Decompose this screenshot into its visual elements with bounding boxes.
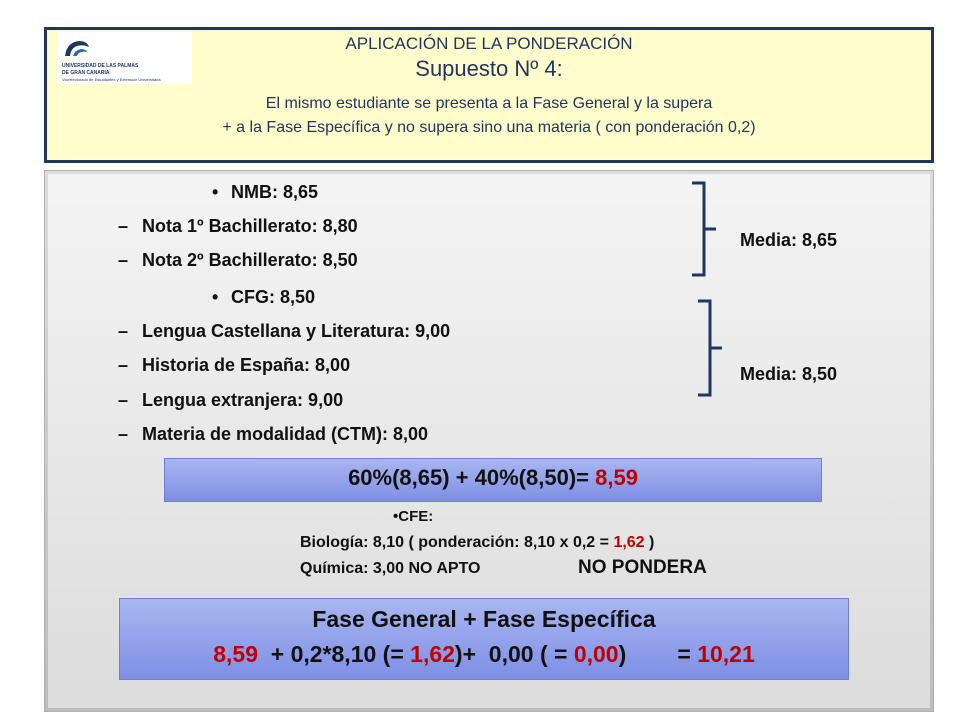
cfe-biologia-close: ) (644, 534, 655, 551)
final-text-1: + 0,2*8,10 (= (257, 641, 411, 667)
logo-text-line2: DE GRAN CANARIA (62, 70, 110, 76)
cfe-quimica: Química: 3,00 NO APTO (300, 560, 481, 577)
cfg-item-2: Historia de España: 8,00 (142, 355, 351, 375)
final-equation (119, 641, 849, 668)
cfg-dash-4: – (118, 424, 129, 444)
nmb-item-1: Nota 1º Bachillerato: 8,80 (142, 216, 358, 236)
slide-title: APLICACIÓN DE LA PONDERACIÓN (345, 34, 633, 53)
nmb-dash-1: – (118, 216, 129, 236)
slide-subtitle: Supuesto Nº 4: (415, 56, 563, 81)
media-nmb: Media: 8,65 (740, 230, 838, 250)
cfg-bullet: • (212, 287, 219, 307)
formula-text (164, 465, 822, 491)
nmb-bullet: • (212, 182, 219, 202)
formula-result: 8,59 (595, 465, 638, 490)
cfe-biologia-text: Biología: 8,10 ( ponderación: 8,10 x 0,2 = (300, 534, 614, 551)
cfe-label: •CFE: (393, 508, 434, 525)
nmb-label: NMB: 8,65 (231, 182, 319, 202)
formula-expression: 60%(8,65) + 40%(8,50)= (348, 465, 596, 490)
slide-description-line1: El mismo estudiante se presenta a la Fase General y la supera (265, 95, 713, 112)
slide-description-line2: + a la Fase Específica y no supera sino una materia ( con ponderación 0,2) (222, 119, 756, 136)
final-value-3: 0,00 (573, 641, 619, 667)
final-text-2: )+ 0,00 ( = (454, 641, 574, 667)
nmb-item-2: Nota 2º Bachillerato: 8,50 (142, 250, 358, 270)
cfg-dash-1: – (118, 321, 129, 341)
cfg-dash-3: – (118, 390, 129, 410)
media-cfg: Media: 8,50 (740, 364, 838, 384)
cfe-no-pondera: NO PONDERA (578, 557, 707, 578)
bracket-nmb-icon (690, 180, 720, 280)
cfe-biologia (300, 534, 654, 552)
final-value-4: 10,21 (697, 641, 755, 667)
final-title: Fase General + Fase Específica (312, 606, 656, 632)
cfg-item-4: Materia de modalidad (CTM): 8,00 (142, 424, 429, 444)
cfe-biologia-value: 1,62 (613, 534, 645, 551)
cfg-dash-2: – (118, 355, 129, 375)
cfg-item-1: Lengua Castellana y Literatura: 9,00 (142, 321, 451, 341)
cfg-item-3: Lengua extranjera: 9,00 (142, 390, 344, 410)
logo-text-line1: UNIVERSIDAD DE LAS PALMAS (62, 63, 139, 69)
final-value-1: 8,59 (213, 641, 258, 667)
bracket-cfg-icon (696, 298, 726, 398)
logo-text-line3: Vicerrectorado de Estudiantes y Extensión Universitaria (62, 77, 161, 82)
cfg-label: CFG: 8,50 (231, 287, 316, 307)
final-text-3: ) = (618, 641, 698, 667)
nmb-dash-2: – (118, 250, 129, 270)
final-value-2: 1,62 (410, 641, 455, 667)
